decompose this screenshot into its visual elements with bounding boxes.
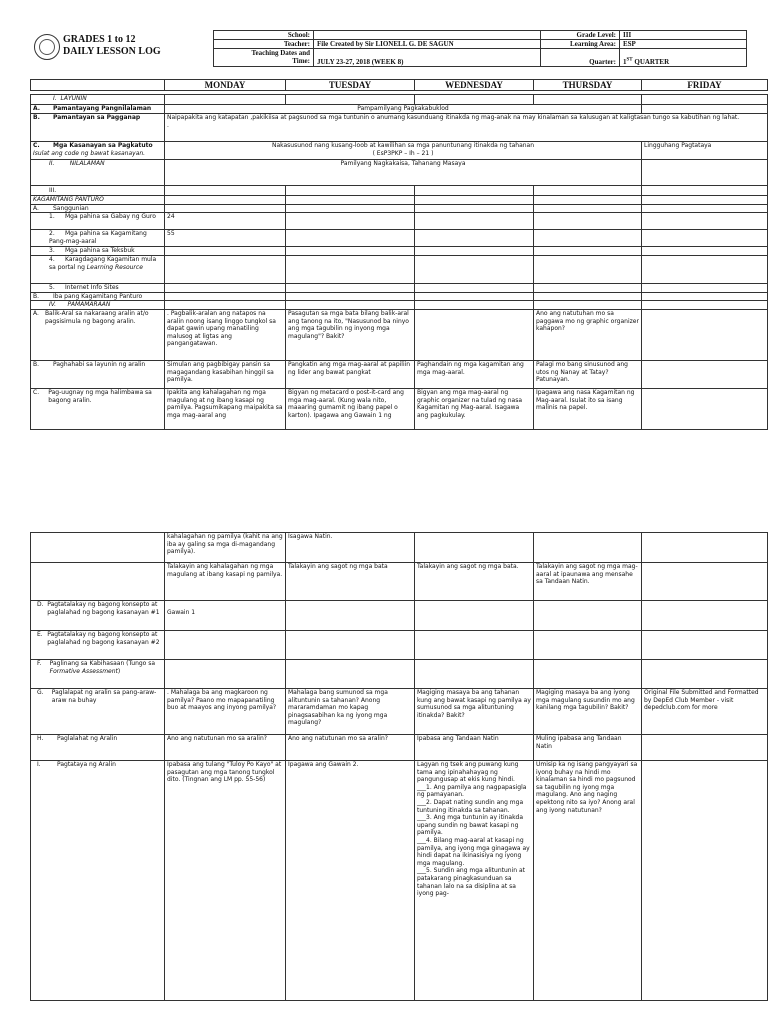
row-label-paglalapat <box>31 689 165 735</box>
teaching-dates-label <box>214 49 314 67</box>
pagganap-content <box>165 114 768 142</box>
idx: E. <box>37 631 43 638</box>
paglalapat-thursday: Magiging masaya ba ang iyong mga magulang susundin mo ang kanilang mga tagubilin? Bakit? <box>534 689 642 735</box>
row-label-nilalaman <box>31 160 165 186</box>
row-label-internet <box>31 284 165 293</box>
paglalahat-tuesday: Ano ang natutunan mo sa aralin? <box>286 735 415 761</box>
cell <box>415 284 534 293</box>
pagtataya-tuesday: Ipagawa ang Gawain 2. <box>286 761 415 1001</box>
paghahabi-thursday: Palagi mo bang sinusunod ang utos ng Nanay at Tatay? Patunayan. <box>534 360 642 388</box>
paglalapat-tuesday: Mahalaga bang sumunod sa mga alituntunin sa tahanan? Anong mararamdaman mo kapag pinagsasabihan ka ng iyong mga magulang? <box>286 689 415 735</box>
cell <box>286 631 415 660</box>
idx: A. <box>33 309 39 317</box>
cell <box>642 95 768 105</box>
cell <box>286 247 415 256</box>
pag-uugnay-wednesday: Bigyan ang mga mag-aaral ng graphic organizer na tulad ng nasa Kagamitan ng Mag-aaral. Isagawa ang pagkukulay. <box>415 388 534 429</box>
idx: F. <box>37 660 42 667</box>
label: Pagtatalakay ng bagong konsepto at paglalahad ng bagong kasanayan #1 <box>47 601 160 616</box>
label: Karagdagang Kagamitan mula sa portal ng <box>49 256 157 271</box>
title-line-2: DAILY LESSON LOG <box>63 46 161 57</box>
cell <box>165 301 286 310</box>
row-label-sanggunian <box>31 204 165 213</box>
idx: G. <box>37 689 44 696</box>
quiz-item: ___4. Bilang mag-aaral at kasapi ng pamilya, ang iyong mga ginagawa ay hindi dapat na ikinasisiya ng iyong mga magulang. <box>417 836 530 867</box>
talakayin-thursday: Talakayin ang sagot ng mga mag-aaral at ipaunawa ang mensahe sa Tandaan Natin. <box>534 563 642 601</box>
idx: B. <box>33 292 40 300</box>
row-label-portal <box>31 256 165 284</box>
quiz-item: ___5. Sundin ang mga alituntunin at patakarang pinagkasunduan sa tahanan lalo na sa disiplina at sa iyong pag- <box>417 867 525 898</box>
kasanayan-code: ( EsP3PKP – Ih – 21 ) <box>372 149 434 157</box>
day-header-wednesday: WEDNESDAY <box>415 80 534 91</box>
cell <box>286 95 415 105</box>
cell <box>165 284 286 293</box>
idx: 4. <box>49 256 55 264</box>
kasanayan-friday: Lingguhang Pagtataya <box>642 142 768 160</box>
idx: 2. <box>49 230 55 238</box>
pag-uugnay-tuesday: Bigyan ng metacard o post-it-card ang mga mag-aaral. (Kung wala nito, maaaring gumamit ng ibang papel o karton). Ipagawa ang Gawain 1 ng <box>286 388 415 429</box>
quiz-item: ___1. Ang pamilya ang nagpapasigla ng pamayanan. <box>417 783 527 799</box>
balik-tuesday: Pasagutan sa mga bata bilang balik-aral ang tanong na ito, "Nasusunod ba ninyo ang mga tagubilin ng inyong mga magulang"? Bakit? <box>286 309 415 360</box>
paglalahat-wednesday: Ipabasa ang Tandaan Natin <box>415 735 534 761</box>
label: Sanggunian <box>53 204 89 212</box>
row-label-pagtataya <box>31 761 165 1001</box>
page-one <box>0 0 768 490</box>
cell <box>286 230 415 247</box>
balik-monday: . Pagbalik-aralan ang natapos na aralin noong isang linggo tungkol sa dapat gawin upang manatiling malusog at ligtas ang pangangatawan. <box>165 309 286 360</box>
idx: IV. <box>49 301 57 309</box>
paglalahat-monday: Ano ang natutunan mo sa aralin? <box>165 735 286 761</box>
paglalapat-monday: . Mahalaga ba ang magkaroon ng pamilya? Paano mo mapapanatiling buo at maayos ang inyong pamilya? <box>165 689 286 735</box>
cell <box>415 186 534 196</box>
teaching-dates-label-line2: Time: <box>292 57 310 65</box>
cell <box>534 230 642 247</box>
cont-tuesday: Isagawa Natin. <box>286 533 415 563</box>
idx: II. <box>49 160 55 167</box>
cell <box>642 309 768 360</box>
lesson-table-page-1 <box>30 79 768 430</box>
paglalahat-thursday: Muling ipabasa ang Tandaan Natin <box>534 735 642 761</box>
row-label-kagamitan: KAGAMITANG PANTURO <box>31 196 165 205</box>
cell <box>286 204 415 213</box>
cell <box>415 230 534 247</box>
cell <box>165 631 286 660</box>
idx: A. <box>33 105 41 112</box>
kasanayan-content <box>165 142 642 160</box>
idx: A. <box>33 204 39 212</box>
row-label-iii: III. <box>31 186 165 196</box>
idx: 5. <box>49 284 55 292</box>
label: Paghahabi sa layunin ng aralin <box>53 360 146 368</box>
kasanayan-text: Nakasusunod nang kusang-loob at kawilihan sa mga panuntunang itinakda ng tahanan <box>271 142 535 149</box>
paglalapat-friday: Original File Submitted and Formatted by DepEd Club Member - visit depedclub.com for more <box>642 689 768 735</box>
label: Mga Kasanayan sa Pagkatuto <box>53 142 153 149</box>
label: Iba pang Kagamitang Panturo <box>53 292 143 300</box>
cell <box>534 247 642 256</box>
cell <box>534 292 642 301</box>
teaching-dates-value: JULY 23-27, 2018 (WEEK 8) <box>314 49 541 67</box>
cell <box>286 292 415 301</box>
cell <box>642 284 768 293</box>
cell <box>642 213 768 230</box>
cell <box>415 309 534 360</box>
label: Balik-Aral sa nakaraang aralin at/o pagsisimula ng bagong aralin. <box>44 309 149 325</box>
day-header-tuesday: TUESDAY <box>286 80 415 91</box>
cell <box>642 247 768 256</box>
cell <box>286 601 415 631</box>
row-label-layunin <box>31 95 165 105</box>
cell <box>642 105 768 114</box>
row-label-paghahabi <box>31 360 165 388</box>
row-label-balik-aral <box>31 309 165 360</box>
label: Paglalahat ng Aralin <box>57 735 118 742</box>
cell <box>534 186 642 196</box>
gabay-value: 24 <box>165 213 286 230</box>
label: Mga pahina sa Kagamitang Pang-mag-aaral <box>49 230 147 245</box>
balik-thursday: Ano ang natutuhan mo sa paggawa mo ng graphic organizer kahapon? <box>534 309 642 360</box>
idx: D. <box>37 601 44 608</box>
cell <box>165 247 286 256</box>
row-label-kasanayan <box>31 142 165 160</box>
cell <box>642 631 768 660</box>
grade-level-value: III <box>620 31 747 40</box>
learning-area-value: ESP <box>620 40 747 49</box>
quarter-value <box>620 49 747 67</box>
cell <box>286 256 415 284</box>
kagamitang-mag-aaral-value: 55 <box>165 230 286 247</box>
cell <box>31 533 165 563</box>
row-label-konsepto-2 <box>31 631 165 660</box>
idx: B. <box>33 360 40 368</box>
sub-italic: Formative Assessment <box>49 667 118 675</box>
pagganap-dot: . <box>167 121 169 129</box>
cell <box>165 256 286 284</box>
pag-uugnay-thursday: Ipagawa ang nasa Kagamitan ng Mag-aaral. Isulat ito sa isang malinis na papel. <box>534 388 642 429</box>
header-table <box>213 30 747 67</box>
corner-cell <box>31 80 165 91</box>
quarter-suffix: ST <box>626 57 633 63</box>
label: Pagtataya ng Aralin <box>57 761 116 768</box>
idx: C. <box>33 388 40 396</box>
cell <box>534 196 642 205</box>
sub-close: ) <box>117 667 121 675</box>
talakayin-tuesday: Talakayin ang sagot ng mga bata <box>286 563 415 601</box>
quarter-label: Quarter: <box>541 49 620 67</box>
cell <box>165 292 286 301</box>
grade-level-label: Grade Level: <box>541 31 620 40</box>
pagtataya-wednesday <box>415 761 534 1001</box>
row-label-iba <box>31 292 165 301</box>
cell <box>642 601 768 631</box>
lesson-table-page-2 <box>30 532 768 1001</box>
idx: I. <box>53 95 57 102</box>
talakayin-monday: Talakayin ang kahalagahan ng mga magulang at ibang kasapi ng pamilya. <box>165 563 286 601</box>
cell <box>642 533 768 563</box>
quiz-item: ___2. Dapat nating sundin ang mga tuntuning itinakda sa tahanan. <box>417 798 524 814</box>
row-label-konsepto-1 <box>31 601 165 631</box>
cont-monday: kahalagahan ng pamilya (kahit na ang iba ay galing sa mga di-magandang pamilya). <box>165 533 286 563</box>
cell <box>642 292 768 301</box>
label-italic: Learning Resource <box>86 263 143 271</box>
label: NILALAMAN <box>69 160 105 167</box>
deped-seal-icon <box>34 34 60 60</box>
title-line-1: GRADES 1 to 12 <box>63 34 136 45</box>
cell <box>534 284 642 293</box>
pag-uugnay-monday: Ipakita ang kahalagahan ng mga magulang at ng ibang kasapi ng pamilya. Pagsumikapang maipakita sa mga mag-aaral ang <box>165 388 286 429</box>
konsepto-1-monday: Gawain 1 <box>165 601 286 631</box>
cell <box>415 196 534 205</box>
cell <box>286 301 415 310</box>
cell <box>415 213 534 230</box>
pagtataya-monday: Ipabasa ang tulang "Tuloy Po Kayo" at pasagutan ang mga tanong tungkol dito. (Tingnan ang LM pp. 55-56) <box>165 761 286 1001</box>
cell <box>165 660 286 689</box>
cell <box>642 735 768 761</box>
cell <box>415 533 534 563</box>
cell <box>534 256 642 284</box>
pagganap-text: Naipapakita ang katapatan ,pakikiisa at pagsunod sa mga tuntunin o anumang kasunduang itinakda ng mag-anak na may kinalaman sa kalusugan at kaligtasan tungo sa kabutihan ng lahat. <box>167 114 740 121</box>
cell <box>534 213 642 230</box>
cell <box>286 196 415 205</box>
teaching-dates-label-line1: Teaching Dates and <box>251 49 310 57</box>
cell <box>642 256 768 284</box>
cell <box>642 196 768 205</box>
label: Paglalapat ng aralin sa pang-araw-araw na buhay <box>51 689 157 704</box>
label: Internet Info Sites <box>65 284 119 292</box>
quiz-item: ___3. Ang mga tuntunin ay itinakda upang sundin ng bawat kasapi ng pamilya. <box>417 814 524 837</box>
cell <box>642 301 768 310</box>
cell <box>286 213 415 230</box>
school-label: School: <box>214 31 314 40</box>
label: Mga pahina sa Gabay ng Guro <box>65 213 156 221</box>
idx: H. <box>37 735 44 742</box>
row-label-paglalahat <box>31 735 165 761</box>
cell <box>415 247 534 256</box>
day-header-monday: MONDAY <box>165 80 286 91</box>
teacher-label: Teacher: <box>214 40 314 49</box>
cell <box>165 95 286 105</box>
cell <box>642 230 768 247</box>
kasanayan-sub: Isulat ang code ng bawat kasanayan. <box>33 149 146 157</box>
paghahabi-wednesday: Paghandain ng mga kagamitan ang mga mag-aaral. <box>415 360 534 388</box>
cell <box>286 186 415 196</box>
idx: 3. <box>49 247 55 255</box>
cell <box>534 631 642 660</box>
cell <box>415 601 534 631</box>
pangnilalaman-content: Pampamilyang Pagkakabuklod <box>165 105 642 114</box>
label: Pamantayan sa Pagganap <box>53 114 141 121</box>
cell <box>31 563 165 601</box>
quarter-text: QUARTER <box>632 58 670 66</box>
teacher-value: File Created by Sir LIONELL G. DE SAGUN <box>314 40 541 49</box>
cell <box>415 256 534 284</box>
cell <box>642 360 768 388</box>
label: Pagtatalakay ng bagong konsepto at paglalahad ng bagong kasanayan #2 <box>47 631 160 646</box>
quarter-number: 1 <box>623 58 627 66</box>
paghahabi-monday: Simulan ang pagbibigay pansin sa magagandang kasabihan hinggil sa pamilya. <box>165 360 286 388</box>
paghahabi-tuesday: Pangkatin ang mga mag-aaral at papiliin ng lider ang bawat pangkat <box>286 360 415 388</box>
cell <box>415 95 534 105</box>
nilalaman-content: Pamilyang Nagkakaisa, Tahanang Masaya <box>165 160 642 186</box>
row-label-kabihasaan <box>31 660 165 689</box>
cell <box>642 563 768 601</box>
page-two <box>0 520 768 1024</box>
paglalapat-wednesday: Magiging masaya ba ang tahanan kung ang bawat kasapi ng pamilya ay sumusunod sa mga alituntuning itinakda? Bakit? <box>415 689 534 735</box>
row-label-kagamitang-mag-aaral <box>31 230 165 247</box>
cell <box>534 95 642 105</box>
cell <box>534 660 642 689</box>
cell <box>415 204 534 213</box>
cell <box>415 660 534 689</box>
cell <box>415 301 534 310</box>
talakayin-wednesday: Talakayin ang sagot ng mga bata. <box>415 563 534 601</box>
cell <box>642 186 768 196</box>
cell <box>415 292 534 301</box>
cell <box>534 601 642 631</box>
day-header-friday: FRIDAY <box>642 80 768 91</box>
cell <box>165 186 286 196</box>
label: Paglinang sa Kabihasaan <box>49 660 125 667</box>
row-label-pag-uugnay <box>31 388 165 429</box>
cell <box>642 160 768 186</box>
cell <box>642 388 768 429</box>
row-label-pamamaraan <box>31 301 165 310</box>
idx: I. <box>37 761 41 768</box>
cell <box>534 301 642 310</box>
sub: (Tungo sa <box>126 660 156 667</box>
cell <box>286 660 415 689</box>
cell <box>534 204 642 213</box>
day-header-thursday: THURSDAY <box>534 80 642 91</box>
cell <box>534 533 642 563</box>
idx: C. <box>33 142 40 149</box>
row-label-pagganap <box>31 114 165 142</box>
label: Pamantayang Pangnilalaman <box>53 105 152 112</box>
cell <box>642 761 768 1001</box>
label: Mga pahina sa Teksbuk <box>65 247 135 255</box>
row-label-teksbuk <box>31 247 165 256</box>
cell <box>642 204 768 213</box>
row-label-gabay <box>31 213 165 230</box>
pagtataya-wednesday-intro: Lagyan ng tsek ang puwang kung tama ang ipinahahayag ng pangungusap at ekis kung hindi. <box>417 761 519 784</box>
label: LAYUNIN <box>60 95 87 102</box>
idx: 1. <box>49 213 55 221</box>
cell <box>642 660 768 689</box>
idx: B. <box>33 114 40 121</box>
label: Pag-uugnay ng mga halimbawa sa bagong aralin. <box>48 388 152 404</box>
label: PAMAMARAAN <box>67 301 111 309</box>
cell <box>415 631 534 660</box>
cell <box>286 284 415 293</box>
pagtataya-thursday: Umisip ka ng isang pangyayari sa iyong buhay na hindi mo kinalaman sa hindi mo pagsunod sa tagubilin ng iyong mga magulang. Ano ang naging epektong nito sa iyo? Anong aral ang iyong natutunan? <box>534 761 642 1001</box>
cell <box>165 204 286 213</box>
row-label-pangnilalaman <box>31 105 165 114</box>
learning-area-label: Learning Area: <box>541 40 620 49</box>
school-value <box>314 31 541 40</box>
cell <box>165 196 286 205</box>
